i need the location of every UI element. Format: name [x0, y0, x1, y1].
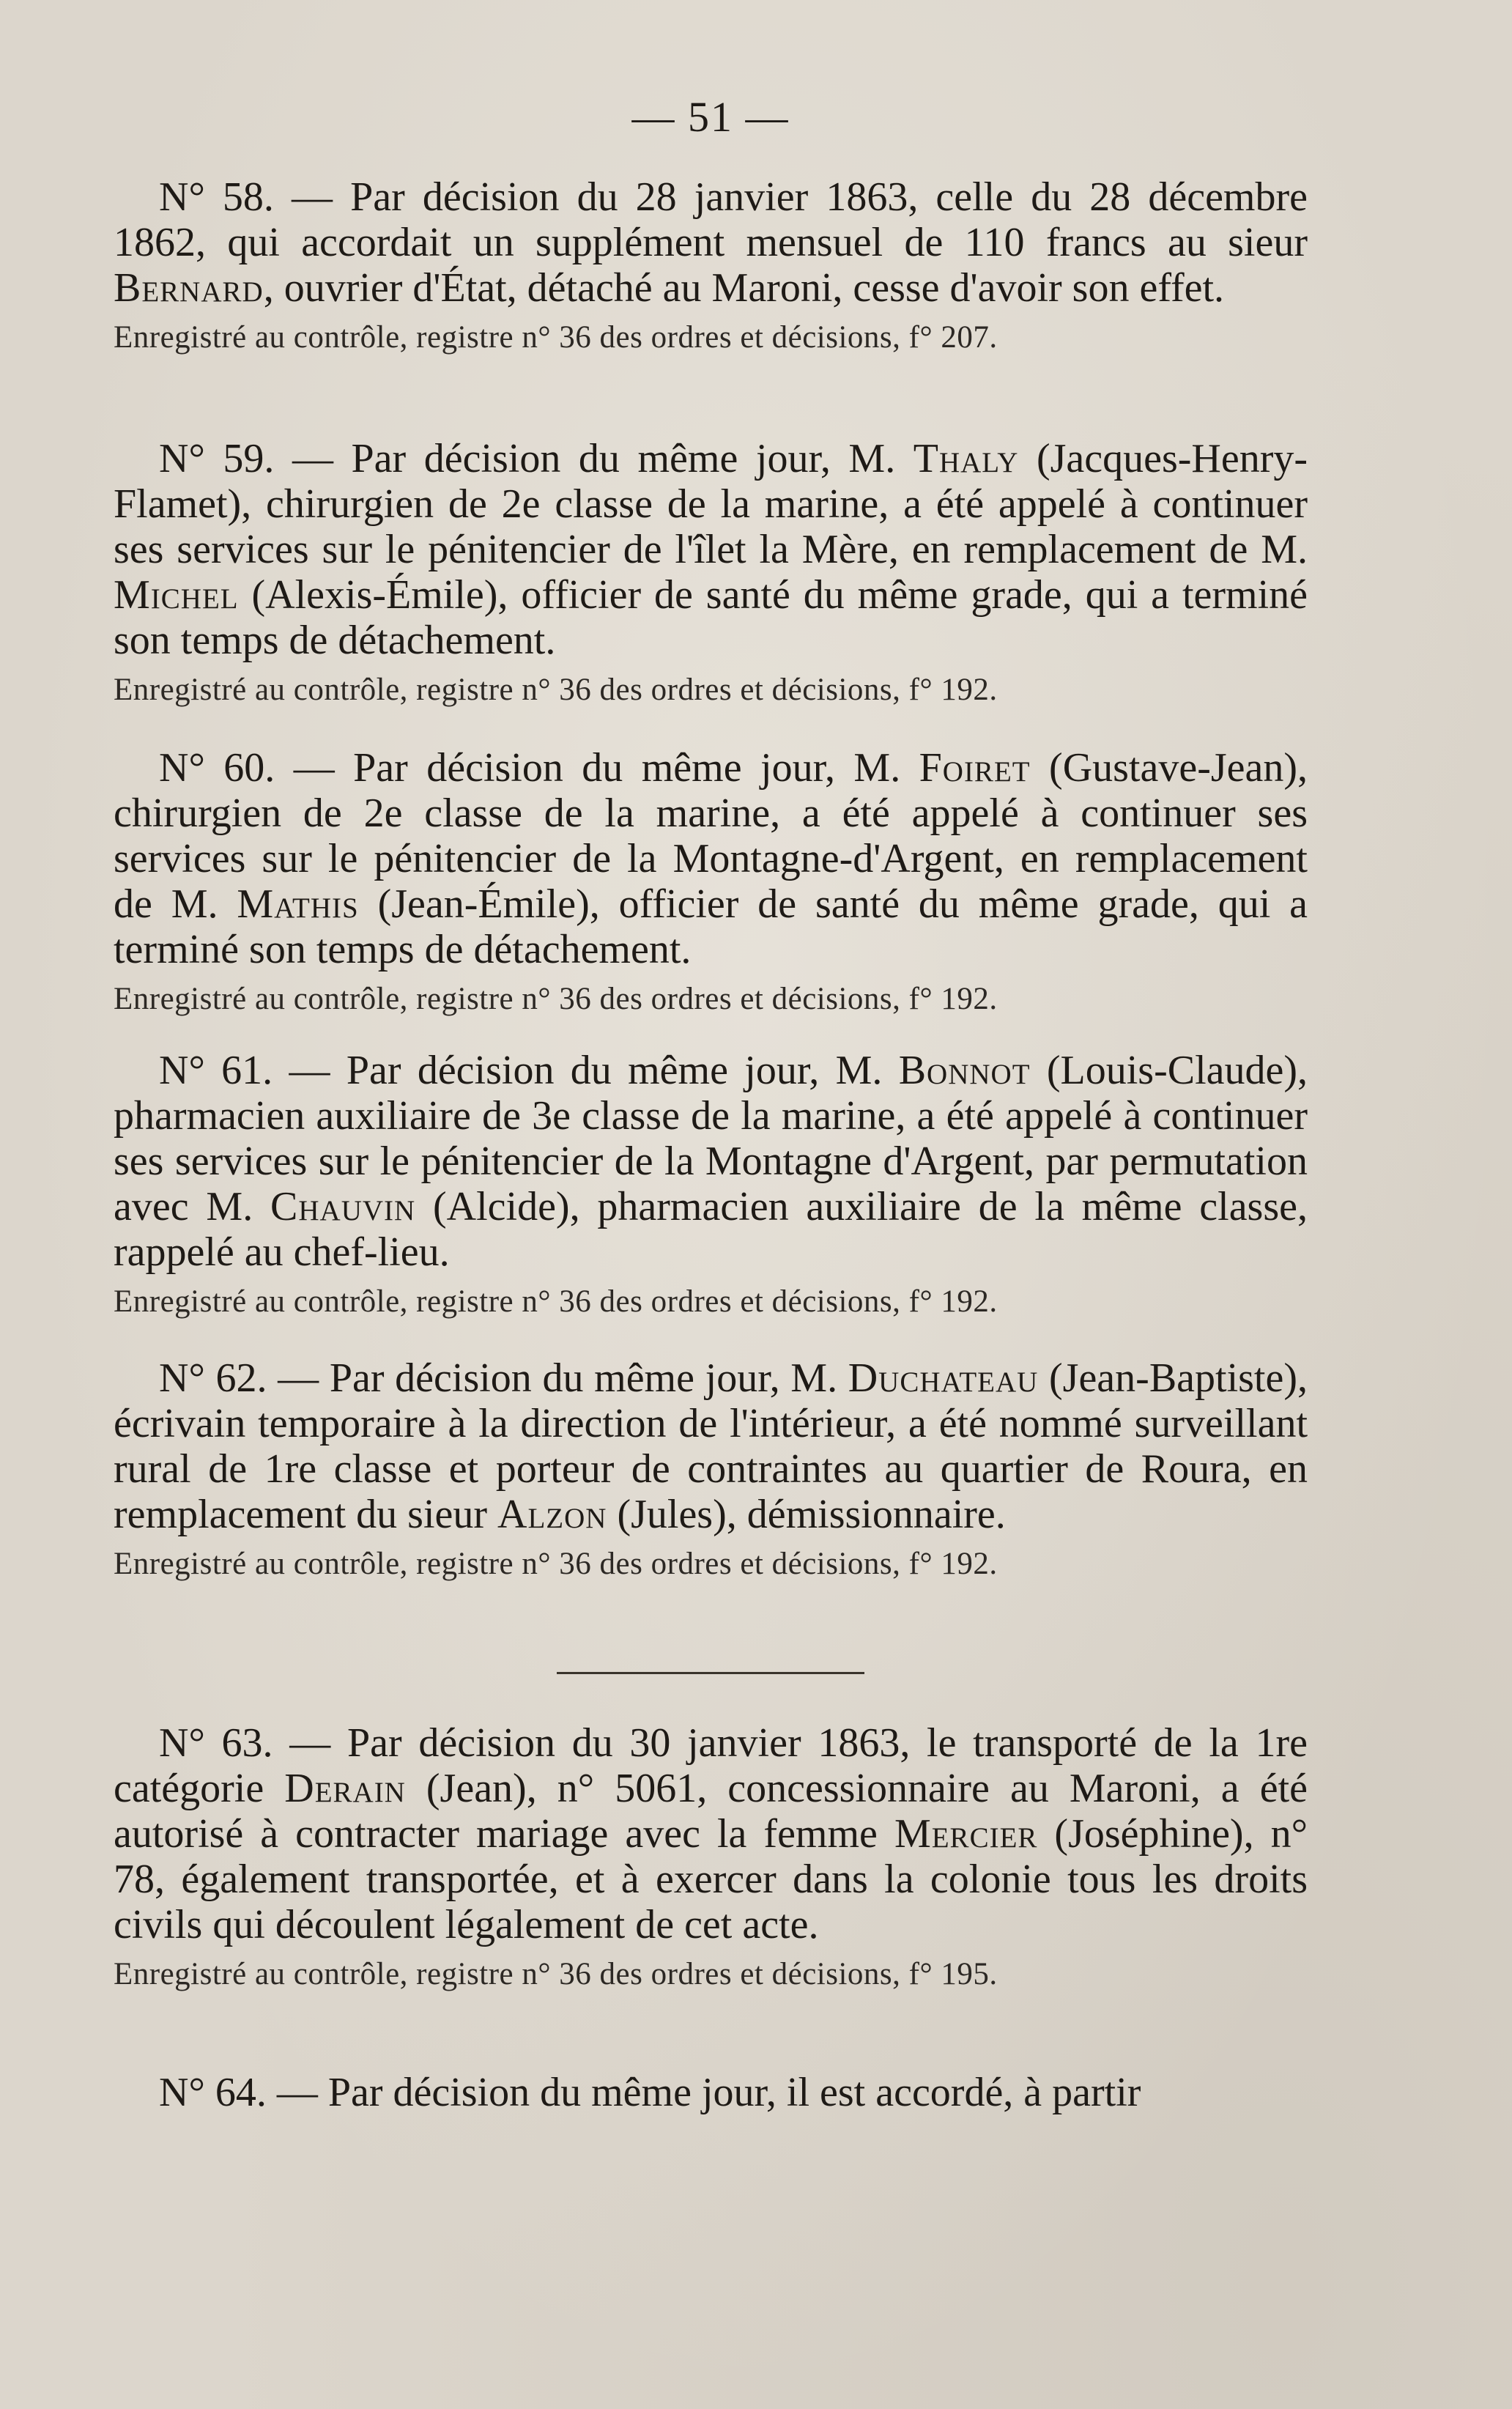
- decision-number: N° 58.: [159, 174, 274, 220]
- page-number: — 51 —: [631, 93, 790, 141]
- decision-63: [114, 1720, 1308, 1996]
- person-name: Derain: [284, 1766, 406, 1811]
- decision-number: N° 62.: [159, 1355, 267, 1401]
- decision-text: N° 63. — Par décision du 30 janvier 1863, le transporté de la 1re catégorie Derain (Jean), n° 5061, concessionnaire au Maroni, a été autorisé à contracter mariage avec la femme Mercier (Joséphine), n° 78, également transportée, et à exercer dans la colonie tous les droits civils qui découlent légalement de cet acte.: [114, 1720, 1308, 1947]
- decision-text: N° 61. — Par décision du même jour, M. Bonnot (Louis-Claude), pharmacien auxiliaire de 3e classe de la marine, a été appelé à continuer ses services sur le pénitencier de la Montagne d'Argent, par permutation avec M. Chauvin (Alcide), pharmacien auxiliaire de la même classe, rappelé au chef-lieu.: [114, 1048, 1308, 1275]
- decision-number: N° 63.: [159, 1720, 273, 1766]
- registration-note: Enregistré au contrôle, registre n° 36 des ordres et décisions, f° 207.: [114, 320, 998, 355]
- decision-number: N° 60.: [159, 745, 275, 791]
- person-name: Mercier: [894, 1811, 1038, 1857]
- decision-text: N° 59. — Par décision du même jour, M. Thaly (Jacques-Henry-Flamet), chirurgien de 2e classe de la marine, a été appelé à continuer ses services sur le pénitencier de l'îlet la Mère, en remplacement de M. Michel (Alexis-Émile), officier de santé du même grade, qui a terminé son temps de détachement.: [114, 436, 1308, 663]
- decision-text: N° 60. — Par décision du même jour, M. Foiret (Gustave-Jean), chirurgien de 2e classe de la marine, a été appelé à continuer ses services sur le pénitencier de la Montagne-d'Argent, en remplacement de M. Mathis (Jean-Émile), officier de santé du même grade, qui a terminé son temps de détachement.: [114, 745, 1308, 972]
- registration-note: Enregistré au contrôle, registre n° 36 des ordres et décisions, f° 192.: [114, 982, 998, 1016]
- decision-text: N° 58. — Par décision du 28 janvier 1863, celle du 28 décembre 1862, qui accordait un supplément mensuel de 110 francs au sieur Bernard, ouvrier d'État, détaché au Maroni, cesse d'avoir son effet.: [114, 174, 1308, 311]
- person-name: Bonnot: [898, 1048, 1031, 1093]
- decision-64: [114, 2070, 1308, 2115]
- person-name: Thaly: [913, 436, 1019, 481]
- decision-number: N° 59.: [159, 436, 275, 481]
- decision-number: N° 61.: [159, 1048, 273, 1093]
- person-name: Duchateau: [848, 1355, 1039, 1401]
- decision-59: [114, 436, 1308, 711]
- person-name: Foiret: [919, 745, 1031, 791]
- section-divider: [557, 1672, 864, 1674]
- person-name: Alzon: [497, 1492, 607, 1537]
- decision-60: [114, 745, 1308, 1021]
- registration-note: Enregistré au contrôle, registre n° 36 des ordres et décisions, f° 195.: [114, 1957, 998, 1991]
- person-name: Michel: [114, 572, 239, 618]
- decision-text: N° 62. — Par décision du même jour, M. Duchateau (Jean-Baptiste), écrivain temporaire à la direction de l'intérieur, a été nommé surveillant rural de 1re classe et porteur de contraintes au quartier de Roura, en remplacement du sieur Alzon (Jules), démissionnaire.: [114, 1355, 1308, 1537]
- person-name: Mathis: [237, 881, 359, 927]
- decision-62: [114, 1355, 1308, 1585]
- decision-61: [114, 1048, 1308, 1323]
- registration-note: Enregistré au contrôle, registre n° 36 des ordres et décisions, f° 192.: [114, 673, 998, 707]
- person-name: Chauvin: [270, 1184, 416, 1229]
- registration-note: Enregistré au contrôle, registre n° 36 des ordres et décisions, f° 192.: [114, 1284, 998, 1319]
- registration-note: Enregistré au contrôle, registre n° 36 des ordres et décisions, f° 192.: [114, 1547, 998, 1581]
- person-name: Bernard: [114, 265, 264, 311]
- decision-58: [114, 174, 1308, 359]
- decision-number: N° 64.: [159, 2070, 267, 2115]
- decision-text: N° 64. — Par décision du même jour, il est accordé, à partir: [159, 2070, 1141, 2115]
